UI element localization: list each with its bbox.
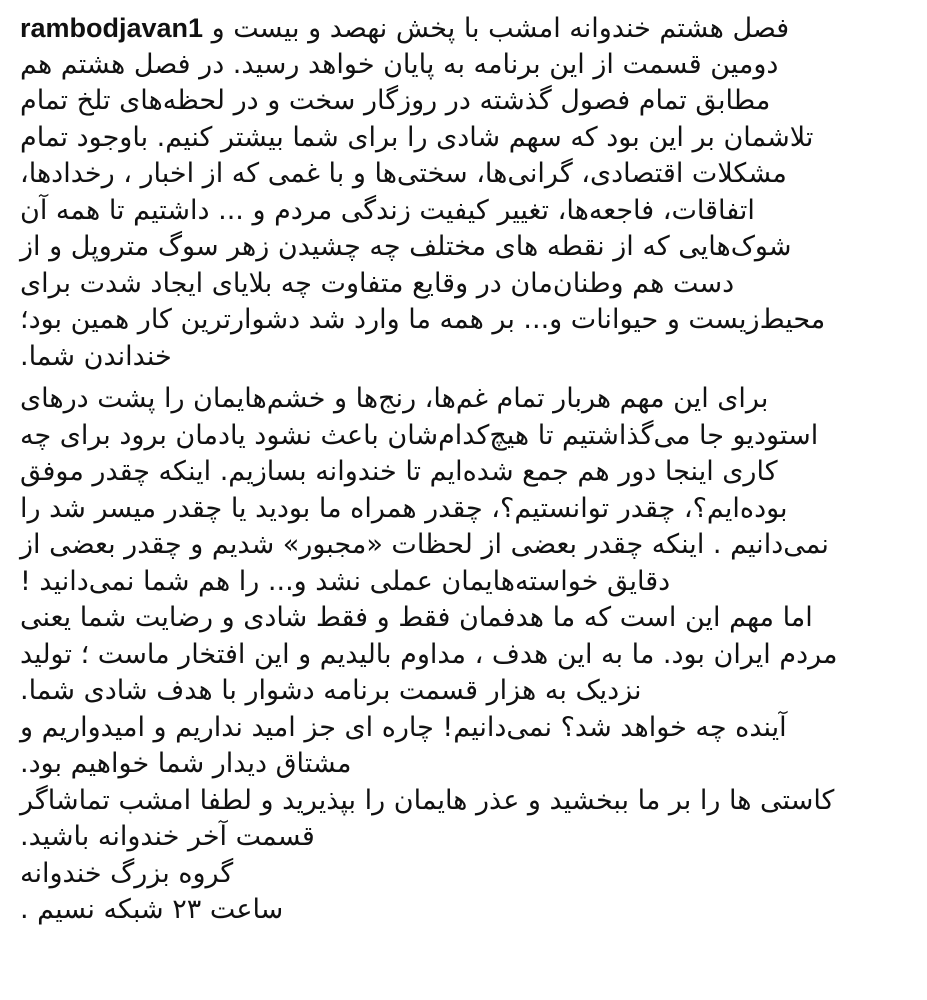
schedule: ساعت ۲۳ شبکه نسیم .: [20, 894, 284, 925]
caption-line: مشکلات اقتصادی، گرانی‌ها، سختی‌ها و با غمی که از اخبار ، رخدادها،: [20, 158, 787, 189]
caption-line: بوده‌ایم؟، چقدر توانستیم؟، چقدر همراه ما بودید یا چقدر میسر شد را: [20, 492, 788, 524]
caption-line: دومین قسمت از این برنامه به پایان خواهد رسید. در فصل هشتم هم: [20, 48, 779, 80]
post-caption: [20, 10, 900, 929]
caption-line: [20, 10, 900, 47]
caption-line: دست هم وطنان‌مان در وقایع متفاوت چه بلایای ایجاد شدت برای: [20, 267, 735, 299]
caption-line: استودیو جا می‌گذاشتیم تا هیچ‌کدام‌شان باعث نشود یادمان برود برای چه: [20, 419, 819, 451]
caption-line: مشتاق دیدار شما خواهیم بود.: [20, 748, 352, 779]
caption-line: نزدیک به هزار قسمت برنامه دشوار با هدف شادی شما.: [20, 675, 642, 706]
signature: گروه بزرگ خندوانه: [20, 857, 234, 889]
caption-line: محیط‌زیست و حیوانات و... بر همه ما وارد شد دشوارترین کار همین بود؛: [20, 304, 826, 335]
caption-line: مطابق تمام فصول گذشته در روزگار سخت و در لحظه‌های تلخ تمام: [20, 85, 771, 116]
caption-line: خنداندن شما.: [20, 340, 172, 372]
caption-line: مردم ایران بود. ما به این هدف ، مداوم بالیدیم و این افتخار ماست ؛ تولید: [20, 638, 838, 670]
caption-line: شوک‌هایی که از نقطه های مختلف چه چشیدن زهر سوگ متروپل و از: [20, 231, 792, 262]
caption-line: اتفاقات، فاجعه‌ها، تغییر کیفیت زندگی مردم و ... داشتیم تا همه آن: [20, 194, 755, 226]
caption-line: برای این مهم هربار تمام غم‌ها، رنج‌ها و خشم‌هایمان را پشت درهای: [20, 383, 769, 414]
caption-line: تلاشمان بر این بود که سهم شادی را برای شما بیشتر کنیم. باوجود تمام: [20, 121, 814, 153]
caption-line: قسمت آخر خندوانه باشید.: [20, 821, 315, 852]
caption-line: اما مهم این است که ما هدفمان فقط و فقط شادی و رضایت شما یعنی: [20, 602, 813, 633]
caption-line: آینده چه خواهد شد؟ نمی‌دانیم! چاره ای جز امید نداریم و امیدواریم و: [20, 711, 787, 743]
caption-first-line-text: فصل هشتم خندوانه امشب با پخش نهصد و بیست و: [211, 13, 790, 44]
caption-line: دقایق خواسته‌هایمان عملی نشد و... را هم شما نمی‌دانید !: [20, 565, 671, 597]
caption-line: نمی‌دانیم . اینکه چقدر بعضی از لحظات «مجبور» شدیم و چقدر بعضی از: [20, 529, 829, 560]
username-link[interactable]: rambodjavan1: [20, 13, 204, 43]
caption-line: کاری اینجا دور هم جمع شده‌ایم تا خندوانه بسازیم. اینکه چقدر موفق: [20, 456, 778, 487]
caption-line: کاستی ها را بر ما ببخشید و عذر هایمان را بپذیرید و لطفا امشب تماشاگر: [20, 784, 835, 816]
